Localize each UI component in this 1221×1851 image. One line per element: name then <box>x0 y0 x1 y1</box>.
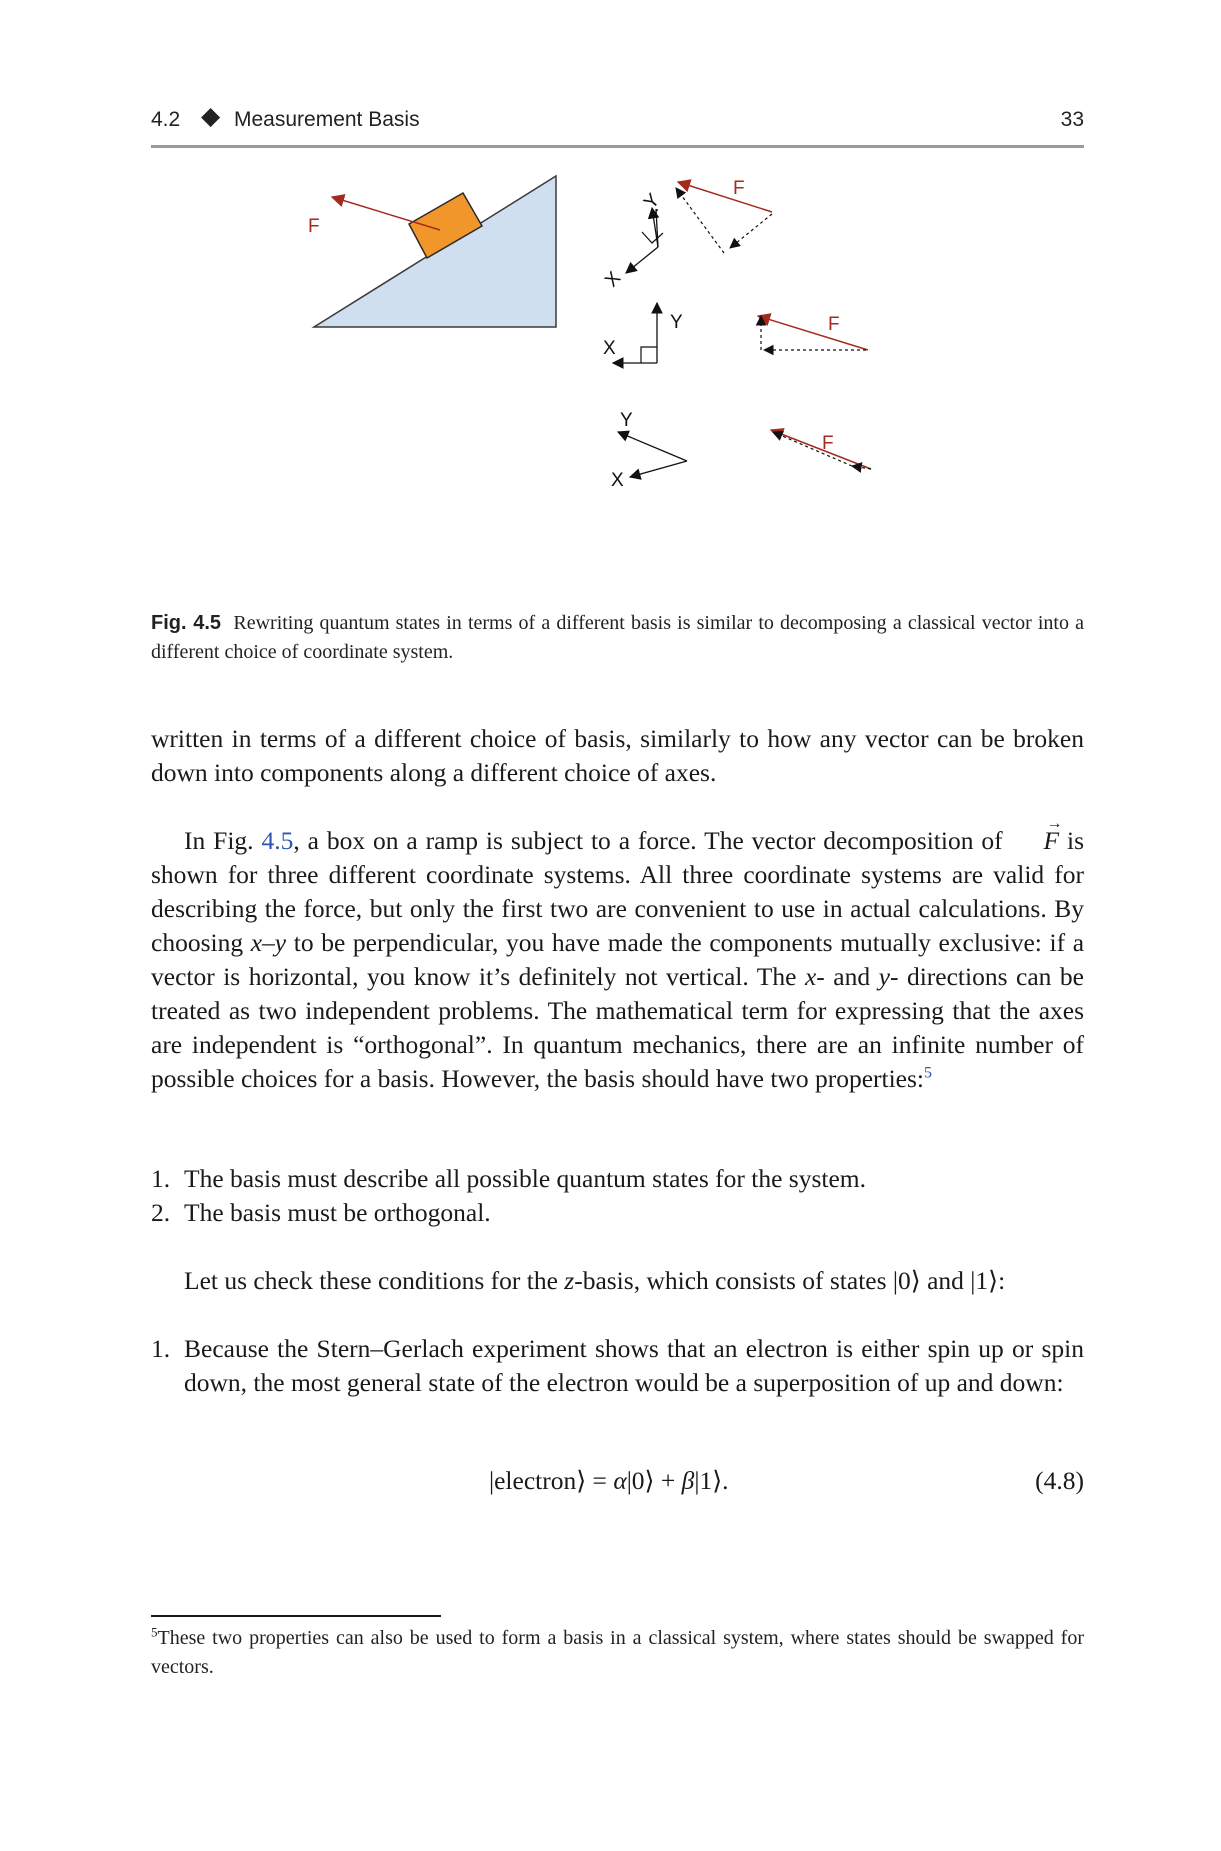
axis-y-rotated: Y <box>640 189 665 214</box>
running-header <box>151 104 1084 144</box>
nonorthogonal-axes <box>611 410 687 491</box>
figure-caption <box>151 609 1084 667</box>
figure-drawing <box>300 170 950 590</box>
header-rule <box>151 145 1084 148</box>
standard-decomposition <box>758 314 868 350</box>
page-number: 33 <box>1060 108 1084 131</box>
diamond-icon: ◆ <box>201 102 221 130</box>
force-arrow <box>332 197 440 230</box>
section-title: Measurement Basis <box>234 108 420 131</box>
figure-4-5 <box>300 170 950 590</box>
equation-expression: |electron⟩ = α|0⟩ + β|1⟩. <box>489 1466 729 1495</box>
caption-label: Fig. 4.5 <box>151 612 222 634</box>
footnote-text: These two properties can also be used to form a basis in a classical system, where states should be swapped for vectors. <box>151 1627 1084 1678</box>
force-label-top: F <box>733 178 745 199</box>
section-number: 4.2 <box>151 108 181 131</box>
footnote-rule <box>151 1615 441 1617</box>
paragraph-2: In Fig. 4.5, a box on a ramp is subject to a force. The vector decomposition of → F is shown for three different coordinate systems. All three coordinate systems are valid for describing the force, but only the first two are convenient to use in actual calculations. By choosing x–y to be perpendicular, you have made the components mutually exclusive: if a vector is horizontal, you know it’s definitely not vertical. The x- and y- directions can be treated as two independent problems. The mathematical term for expressing that the axes are independent is “orthogonal”. In quantum mechanics, there are an infinite number of possible choices for a basis. However, the basis should have two properties:$^5$ <box>151 815 1085 1093</box>
paragraph-3: Let us check these conditions for the z-basis, which consists of states |0⟩ and |1⟩: <box>184 1266 1006 1295</box>
axis-y-standard: Y <box>670 312 683 333</box>
footnote-mark: 5 <box>151 1624 158 1640</box>
rotated-decomposition <box>676 178 772 253</box>
axis-y-skewed: Y <box>620 410 633 431</box>
nonorthogonal-decomposition <box>771 430 871 469</box>
equation-number: (4.8) <box>1035 1466 1084 1495</box>
book-page: 4.2 ◆ Measurement Basis 33 F Y X F Y X F Y X F Fig. 4.5 Rewriting quantum states in terms of a different basis is similar to decomposing a classical vector into a different choice of coordinate system. written in terms of a different choice of basis, similarly to how any vector can be broken down into components along a different choice of axes. In Fig. 4.5, a box on a ramp is subject to a force. The vector decomposition of → F is shown for three different coordinate systems. All three coordinate systems are valid for describing the force, but only the first two are convenient to use in actual calculations. By choosing x–y to be perpendicular, you have made the components mutually exclusive: if a vector is horizontal, you know it’s definitely not vertical. The x- and y- directions can be treated as two independent problems. The mathematical term for expressing that the axes are independent is “orthogonal”. In quantum mechanics, there are an infinite number of possible choices for a basis. However, the basis should have two properties:$^5$ 1. The basis must describe all possible quantum states for the system. 2. The basis must be orthogonal. Let us check these conditions for the z-basis, which consists of states |0⟩ and |1⟩: 1. Because the Stern–Gerlach experiment shows that an electron is either spin up or spin down, the most general state of the electron would be a superposition of up and down: |electron⟩ = α|0⟩ + β|1⟩. (4.8) $^5$These two properties can also be used to form a basis in a classical system, where states should be swapped for vectors. <box>0 0 1221 1851</box>
footnote <box>151 1624 1084 1682</box>
paragraph-1: written in terms of a different choice of basis, similarly to how any vector can be broken down into components along a different choice of axes. <box>151 724 1084 787</box>
rotated-axes <box>601 190 664 292</box>
equation-4-8 <box>151 1466 1084 1502</box>
list-item: 1. Because the Stern–Gerlach experiment shows that an electron is either spin up or spin down, the most general state of the electron would be a superposition of up and down: <box>151 1334 1084 1397</box>
axis-x-skewed: X <box>611 470 624 491</box>
figure-reference-link[interactable]: 4.5 <box>261 826 294 855</box>
footnote-reference[interactable]: 5 <box>924 1064 933 1082</box>
axis-x-standard: X <box>603 338 616 359</box>
force-label: F <box>308 216 320 237</box>
caption-text: Rewriting quantum states in terms of a different basis is similar to decomposing a classical vector into a different choice of coordinate system. <box>151 612 1085 663</box>
axis-x-rotated: X <box>601 267 626 292</box>
standard-axes <box>603 303 683 363</box>
vector-F: → F <box>1043 815 1063 855</box>
force-label-bottom: F <box>822 433 834 454</box>
force-label-middle: F <box>828 314 840 335</box>
